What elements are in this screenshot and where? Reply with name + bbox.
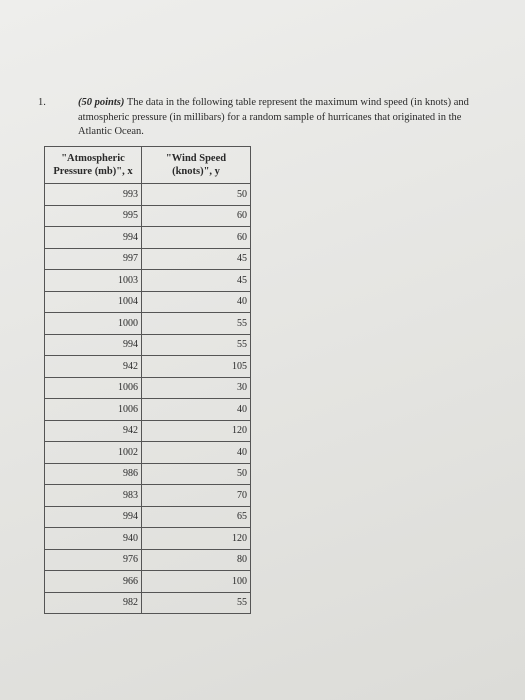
question-number: 1. [38,97,46,108]
pressure-cell: 942 [45,356,142,378]
wind-speed-cell: 40 [142,442,251,464]
table-row [45,592,251,614]
wind-speed-cell: 40 [142,291,251,313]
wind-speed-cell: 50 [142,463,251,485]
pressure-cell: 994 [45,334,142,356]
table-row [45,399,251,421]
table-row [45,549,251,571]
pressure-cell: 1006 [45,399,142,421]
pressure-cell: 1000 [45,313,142,335]
table-row [45,377,251,399]
pressure-cell: 966 [45,571,142,593]
header-wind-line1: "Wind Speed [165,153,227,164]
pressure-cell: 940 [45,528,142,550]
wind-speed-cell: 100 [142,571,251,593]
question-1 [38,96,488,140]
pressure-cell: 982 [45,592,142,614]
wind-speed-cell: 105 [142,356,251,378]
header-wind-line2: (knots)", y [172,166,220,177]
pressure-cell: 1004 [45,291,142,313]
pressure-cell: 983 [45,485,142,507]
wind-speed-cell: 55 [142,334,251,356]
wind-speed-cell: 80 [142,549,251,571]
pressure-cell: 942 [45,420,142,442]
pressure-cell: 1006 [45,377,142,399]
table-row [45,227,251,249]
table-row [45,528,251,550]
pressure-cell: 1002 [45,442,142,464]
table-row [45,463,251,485]
table-row [45,420,251,442]
wind-speed-cell: 65 [142,506,251,528]
wind-speed-cell: 50 [142,184,251,206]
header-wind-speed [142,147,251,184]
table-row [45,571,251,593]
wind-speed-cell: 40 [142,399,251,421]
wind-speed-cell: 55 [142,592,251,614]
pressure-cell: 994 [45,227,142,249]
table-row [45,291,251,313]
table-body [45,184,251,614]
header-pressure-line2: Pressure (mb)", x [53,166,133,177]
header-pressure [45,147,142,184]
wind-speed-cell: 120 [142,420,251,442]
table-row [45,485,251,507]
table-row [45,184,251,206]
table-row [45,270,251,292]
pressure-cell: 994 [45,506,142,528]
wind-speed-cell: 45 [142,270,251,292]
pressure-cell: 986 [45,463,142,485]
wind-speed-cell: 55 [142,313,251,335]
data-table [44,146,251,614]
wind-speed-cell: 120 [142,528,251,550]
table-row [45,506,251,528]
wind-speed-cell: 60 [142,227,251,249]
table-row [45,313,251,335]
wind-speed-cell: 70 [142,485,251,507]
table-header-row [45,147,251,184]
question-points: (50 points) [78,97,125,108]
wind-speed-cell: 60 [142,205,251,227]
wind-speed-cell: 45 [142,248,251,270]
wind-speed-cell: 30 [142,377,251,399]
pressure-cell: 993 [45,184,142,206]
header-pressure-line1: "Atmospheric [61,153,125,164]
pressure-cell: 1003 [45,270,142,292]
question-body [38,96,488,140]
table-row [45,442,251,464]
pressure-cell: 995 [45,205,142,227]
pressure-cell: 997 [45,248,142,270]
table-row [45,334,251,356]
table-row [45,205,251,227]
question-text: The data in the following table represent the maximum wind speed (in knots) and atmospheric pressure (in millibars) for a random sample of hurricanes that originated in the Atlantic Ocean. [78,97,469,137]
pressure-cell: 976 [45,549,142,571]
table-row [45,356,251,378]
table-row [45,248,251,270]
